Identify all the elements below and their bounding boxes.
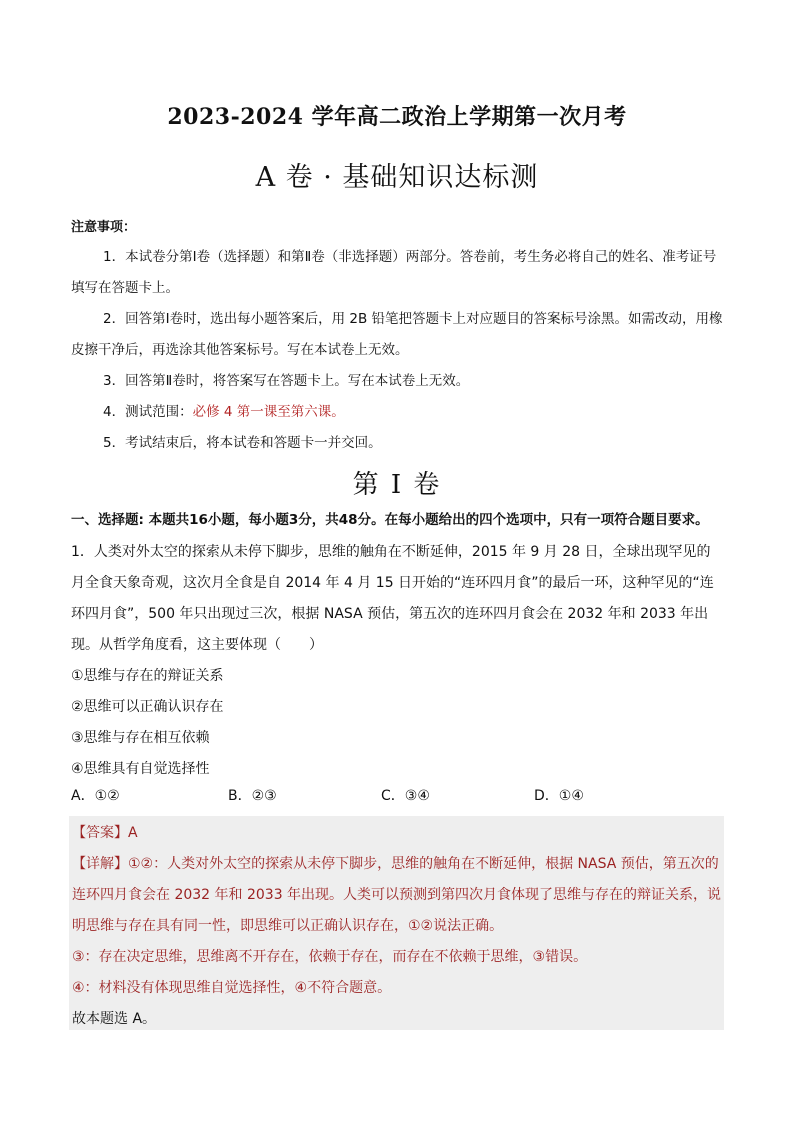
notice-list [71,242,723,459]
option-d: D．①④ [534,788,584,804]
notice-item-2: 2．回答第Ⅰ卷时，选出每小题答案后，用 2B 铅笔把答题卡上对应题目的答案标号涂黑。如需改动，用橡皮擦干净后，再选涂其他答案标号。写在本试卷上无效。 [71,311,723,358]
notice-heading: 注意事项： [71,220,137,235]
notice-item-3: 3．回答第Ⅱ卷时，将答案写在答题卡上。写在本试卷上无效。 [103,373,470,389]
option-a: A．①② [71,788,120,804]
question-stem: 1．人类对外太空的探索从未停下脚步，思维的触角在不断延伸，2015 年 9 月 28 日，全球出现罕见的月全食天象奇观，这次月全食是自 2014 年 4 月 15 日开始的“连环四月食”的最后一环，这种罕见的“连环四月食”，500 年只出现过三次，根据 NASA 预估，第五次的连环四月食会在 2032 年和 2033 年出现。从哲学角度看，这主要体现（ ） [71,544,714,653]
volume-title: 第 I 卷 [352,470,442,500]
statement-4: ④思维具有自觉选择性 [71,761,210,777]
notice-item-4-prefix: 4．测试范围： [103,404,193,420]
exam-subtitle: A 卷 · 基础知识达标测 [255,162,539,193]
notice-item-5: 5．考试结束后，将本试卷和答题卡一并交回。 [103,435,382,451]
detail-3: ④：材料没有体现思维自觉选择性，④不符合题意。 [72,980,392,996]
detail-label: 【详解】 [72,856,128,872]
answer-box [69,816,724,1030]
detail-1 [72,849,724,942]
question-1 [71,537,723,785]
section-heading: 一、选择题: 本题共16小题，每小题3分，共48分。在每小题给出的四个选项中，只有一项符合题目要求。 [71,512,709,528]
options-row [71,785,723,807]
detail-1-text: ①②：人类对外太空的探索从未停下脚步，思维的触角在不断延伸，根据 NASA 预估，第五次的连环四月食会在 2032 年和 2033 年出现。人类可以预测到第四次月食体现了思维与存在的辩证关系，说明思维与存在具有同一性，即思维可以正确认识存在，①②说法正确。 [72,856,722,934]
detail-2: ③：存在决定思维，思维离不开存在，依赖于存在，而存在不依赖于思维，③错误。 [72,949,588,965]
answer-line [72,818,724,849]
statement-2: ②思维可以正确认识存在 [71,699,224,715]
notice-item-1: 1．本试卷分第Ⅰ卷（选择题）和第Ⅱ卷（非选择题）两部分。答卷前，考生务必将自己的姓名、准考证号填写在答题卡上。 [71,249,717,296]
exam-title: 2023-2024 学年高二政治上学期第一次月考 [167,104,627,130]
answer-value: A [128,825,138,841]
statement-3: ③思维与存在相互依赖 [71,730,210,746]
notice-item-4 [71,397,723,428]
option-b: B．②③ [228,788,277,804]
statement-1: ①思维与存在的辩证关系 [71,668,224,684]
answer-label: 【答案】 [72,825,128,841]
test-scope: 必修 4 第一课至第六课。 [192,404,345,420]
conclusion: 故本题选 A。 [72,1011,157,1027]
option-c: C．③④ [381,788,430,804]
